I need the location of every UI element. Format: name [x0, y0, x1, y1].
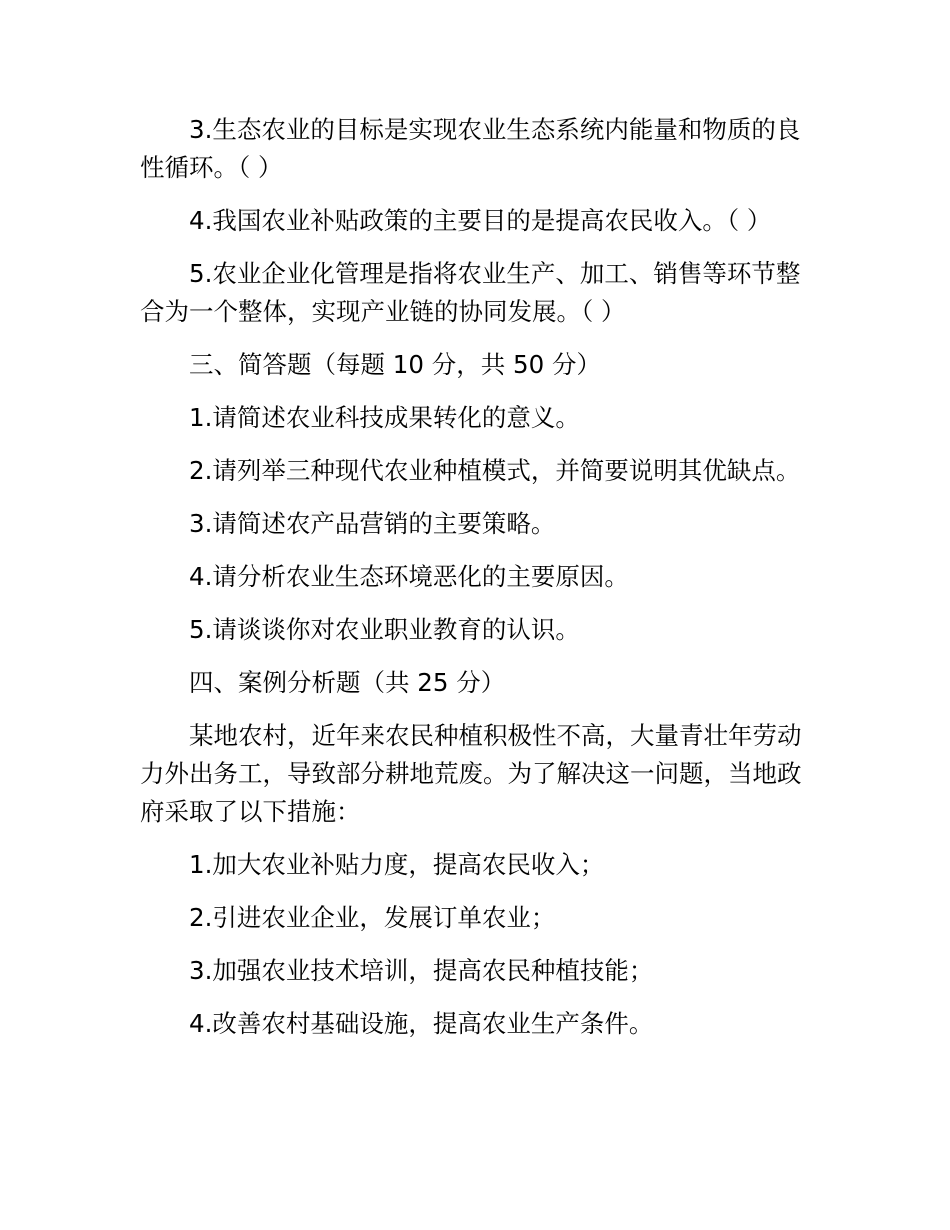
case-paragraph: 某地农村，近年来农民种植积极性不高，大量青壮年劳动力外出务工，导致部分耕地荒废。为了解决这一问题，当地政府采取了以下措施：: [140, 721, 802, 826]
question-paragraph: 1.请简述农业科技成果转化的意义。: [189, 403, 580, 432]
section-heading: 四、案例分析题（共 25 分）: [189, 668, 506, 697]
question-paragraph: 5.请谈谈你对农业职业教育的认识。: [189, 615, 580, 644]
question-paragraph: 4.请分析农业生态环境恶化的主要原因。: [189, 562, 629, 591]
section-heading: 三、简答题（每题 10 分，共 50 分）: [189, 350, 602, 379]
question-paragraph: 4.我国农业补贴政策的主要目的是提高农民收入。（ ）: [189, 206, 772, 235]
question-paragraph: 2.请列举三种现代农业种植模式，并简要说明其优缺点。: [189, 456, 801, 485]
measure-item: 4.改善农村基础设施，提高农业生产条件。: [189, 1009, 654, 1038]
measure-item: 1.加大农业补贴力度，提高农民收入；: [189, 850, 605, 879]
measure-item: 3.加强农业技术培训，提高农民种植技能；: [189, 956, 654, 985]
question-paragraph: 5.农业企业化管理是指将农业生产、加工、销售等环节整合为一个整体，实现产业链的协同发展。（ ）: [140, 259, 801, 326]
question-paragraph: 3.请简述农产品营销的主要策略。: [189, 509, 556, 538]
measure-item: 2.引进农业企业，发展订单农业；: [189, 903, 556, 932]
question-paragraph: 3.生态农业的目标是实现农业生态系统内能量和物质的良性循环。（ ）: [140, 115, 801, 182]
